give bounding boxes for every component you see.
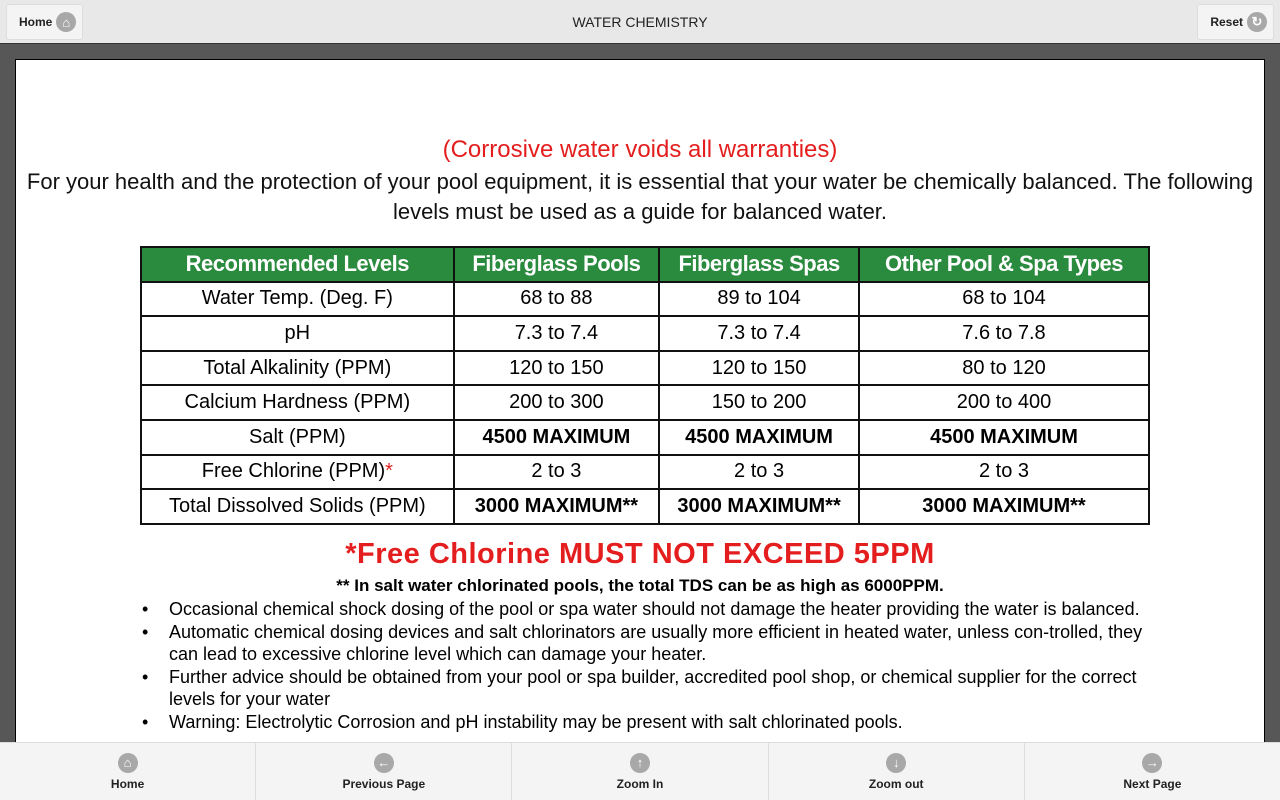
table-cell: 7.3 to 7.4 <box>454 316 659 351</box>
row-label: Salt (PPM) <box>141 420 454 455</box>
table-cell: 2 to 3 <box>659 455 859 490</box>
table-cell: 89 to 104 <box>659 282 859 317</box>
table-row <box>141 420 1149 455</box>
row-label: Total Alkalinity (PPM) <box>141 351 454 386</box>
chlorine-marker: * <box>385 460 393 483</box>
footer-home-label: Home <box>110 776 145 791</box>
table-cell: 68 to 88 <box>454 282 659 317</box>
list-item: • Occasional chemical shock dosing of the pool or spa water should not damage the heater providing the water is balanced. <box>169 598 1159 621</box>
list-item: • Automatic chemical dosing devices and salt chlorinators are usually more efficient in heated water, unless con-trolled, they can lead to excessive chlorine level which can damage your heater. <box>169 621 1159 666</box>
table-cell: 4500 MAXIMUM <box>659 420 859 455</box>
home-icon: ⌂ <box>56 12 76 32</box>
reset-label: Reset <box>1210 15 1243 29</box>
table-row <box>141 489 1149 524</box>
arrow-left-icon: ← <box>374 753 394 773</box>
row-label: pH <box>141 316 454 351</box>
table-cell: 68 to 104 <box>859 282 1149 317</box>
table-header-row <box>141 247 1149 282</box>
table-row <box>141 455 1149 490</box>
table-row <box>141 282 1149 317</box>
warranty-warning: (Corrosive water voids all warranties) <box>442 136 838 163</box>
home-icon: ⌂ <box>118 753 138 773</box>
table-cell: 120 to 150 <box>454 351 659 386</box>
intro-text: For your health and the protection of your pool equipment, it is essential that your water be chemically balanced. The following levels must be used as a guide for balanced water. <box>26 169 1254 224</box>
table-row <box>141 351 1149 386</box>
table-cell: 80 to 120 <box>859 351 1149 386</box>
table-cell: 150 to 200 <box>659 385 859 420</box>
previous-page-label: Previous Page <box>342 776 426 791</box>
column-header: Recommended Levels <box>141 247 454 282</box>
list-item: • Further advice should be obtained from your pool or spa builder, accredited pool shop, or chemical supplier for the correct levels for your water <box>169 666 1159 711</box>
list-item: • Warning: Electrolytic Corrosion and pH instability may be present with salt chlorinated pools. <box>169 711 1159 734</box>
column-header: Fiberglass Pools <box>454 247 659 282</box>
arrow-down-icon: ↓ <box>886 753 906 773</box>
table-row <box>141 316 1149 351</box>
tds-note: ** In salt water chlorinated pools, the total TDS can be as high as 6000PPM. <box>336 576 944 595</box>
table-cell: 7.6 to 7.8 <box>859 316 1149 351</box>
row-label: Total Dissolved Solids (PPM) <box>141 489 454 524</box>
row-label: Calcium Hardness (PPM) <box>141 385 454 420</box>
zoom-out-label: Zoom out <box>868 776 924 791</box>
table-cell: 2 to 3 <box>454 455 659 490</box>
reset-button[interactable] <box>1197 4 1274 40</box>
column-header: Fiberglass Spas <box>659 247 859 282</box>
top-bar <box>0 0 1280 44</box>
table-cell: 3000 MAXIMUM** <box>859 489 1149 524</box>
document-page[interactable] <box>15 59 1265 759</box>
chlorine-warning: *Free Chlorine MUST NOT EXCEED 5PPM <box>345 538 935 570</box>
home-label: Home <box>19 15 53 29</box>
table-cell: 4500 MAXIMUM <box>859 420 1149 455</box>
refresh-icon: ↻ <box>1247 12 1267 32</box>
next-page-button[interactable] <box>1025 743 1280 800</box>
table-cell: 4500 MAXIMUM <box>454 420 659 455</box>
column-header: Other Pool & Spa Types <box>859 247 1149 282</box>
chemistry-table <box>140 246 1150 525</box>
zoom-in-label: Zoom In <box>616 776 664 791</box>
table-cell: 3000 MAXIMUM** <box>659 489 859 524</box>
page-title: WATER CHEMISTRY <box>572 14 708 30</box>
row-label: Free Chlorine (PPM)* <box>141 455 454 490</box>
next-page-label: Next Page <box>1123 776 1182 791</box>
table-cell: 120 to 150 <box>659 351 859 386</box>
table-cell: 7.3 to 7.4 <box>659 316 859 351</box>
table-cell: 200 to 300 <box>454 385 659 420</box>
table-cell: 3000 MAXIMUM** <box>454 489 659 524</box>
previous-page-button[interactable] <box>256 743 512 800</box>
table-cell: 2 to 3 <box>859 455 1149 490</box>
bullet-list <box>169 598 1159 733</box>
table-cell: 200 to 400 <box>859 385 1149 420</box>
row-label: Water Temp. (Deg. F) <box>141 282 454 317</box>
zoom-in-button[interactable] <box>512 743 768 800</box>
table-row <box>141 385 1149 420</box>
zoom-out-button[interactable] <box>769 743 1025 800</box>
arrow-up-icon: ↑ <box>630 753 650 773</box>
arrow-right-icon: → <box>1142 753 1162 773</box>
bottom-toolbar <box>0 742 1280 800</box>
footer-home-button[interactable] <box>0 743 256 800</box>
